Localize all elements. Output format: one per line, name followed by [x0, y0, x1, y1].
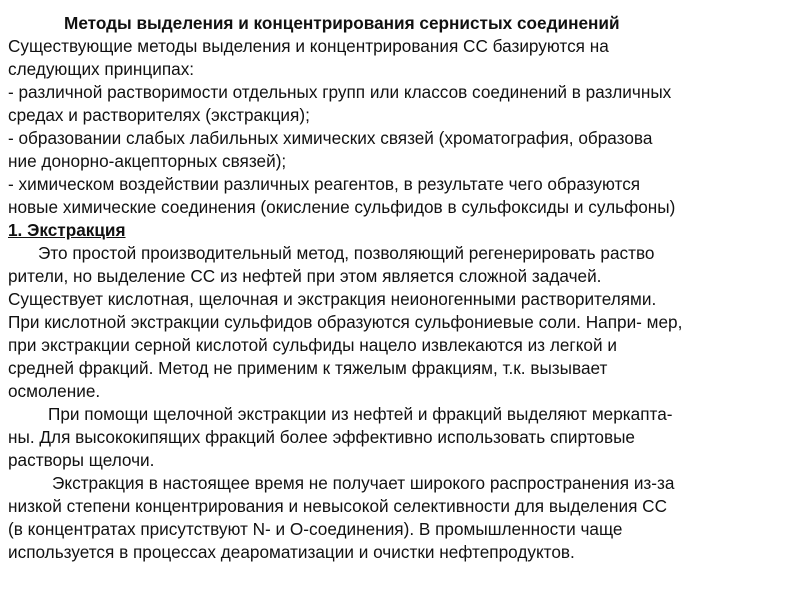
text-line: рители, но выделение СС из нефтей при этом является сложной задачей. — [8, 266, 602, 286]
text-line: при экстракции серной кислотой сульфиды нацело извлекаются из легкой и — [8, 335, 617, 355]
text-line: следующих принципах: — [8, 59, 195, 79]
text-line: При кислотной экстракции сульфидов образуются сульфониевые соли. Напри- мер, — [8, 312, 683, 332]
text-line: низкой степени концентрирования и невысокой селективности для выделения СС — [8, 496, 667, 516]
text-line: растворы щелочи. — [8, 450, 155, 470]
document-title: Методы выделения и концентрирования сернистых соединений — [64, 13, 620, 33]
text-line: осмоление. — [8, 381, 101, 401]
text-line: (в концентратах присутствуют N- и О-соединения). В промышленности чаще — [8, 519, 623, 539]
text-line: - химическом воздействии различных реагентов, в результате чего образуются — [8, 174, 641, 194]
text-line: Это простой производительный метод, позволяющий регенерировать раство — [38, 243, 655, 263]
text-line: средней фракций. Метод не применим к тяжелым фракциям, т.к. вызывает — [8, 358, 608, 378]
text-line: Экстракция в настоящее время не получает широкого распространения из-за — [52, 473, 675, 493]
text-line: используется в процессах деароматизации и очистки нефтепродуктов. — [8, 542, 575, 562]
text-line: - образовании слабых лабильных химических связей (хроматография, образова — [8, 128, 653, 148]
text-line: - различной растворимости отдельных групп или классов соединений в различных — [8, 82, 672, 102]
section-heading: 1. Экстракция — [8, 220, 126, 240]
text-line: ны. Для высококипящих фракций более эффективно использовать спиртовые — [8, 427, 635, 447]
text-line: средах и растворителях (экстракция); — [8, 105, 310, 125]
text-line: новые химические соединения (окисление сульфидов в сульфоксиды и сульфоны) — [8, 197, 676, 217]
text-line: При помощи щелочной экстракции из нефтей и фракций выделяют меркапта- — [48, 404, 673, 424]
text-line: Существующие методы выделения и концентрирования СС базируются на — [8, 36, 609, 56]
text-line: Существует кислотная, щелочная и экстракция неионогенными растворителями. — [8, 289, 657, 309]
text-line: ние донорно-акцепторных связей); — [8, 151, 287, 171]
